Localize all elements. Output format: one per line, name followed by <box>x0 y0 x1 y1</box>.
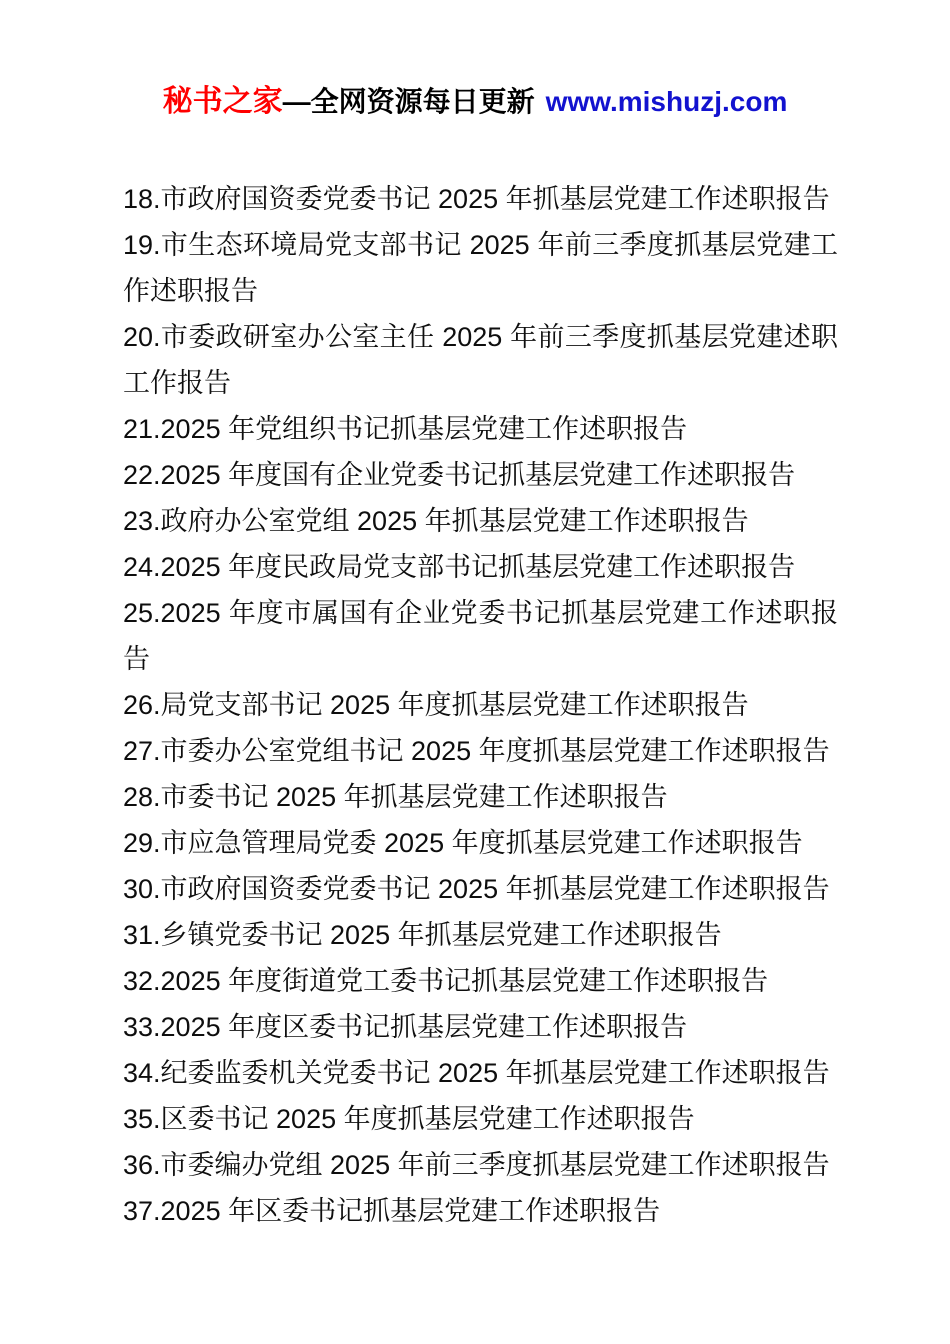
list-item-27: 27.市委办公室党组书记 2025 年度抓基层党建工作述职报告 <box>123 736 830 766</box>
list-item-28: 28.市委书记 2025 年抓基层党建工作述职报告 <box>123 782 668 812</box>
list-item-36: 36.市委编办党组 2025 年前三季度抓基层党建工作述职报告 <box>123 1150 830 1180</box>
site-name: 秘书之家 <box>162 85 283 118</box>
list-item-32: 32.2025 年度街道党工委书记抓基层党建工作述职报告 <box>123 966 769 996</box>
list-item-35: 35.区委书记 2025 年度抓基层党建工作述职报告 <box>123 1104 695 1134</box>
separator-dash: — <box>282 86 311 117</box>
list-item-33: 33.2025 年度区委书记抓基层党建工作述职报告 <box>123 1012 688 1042</box>
site-url-link[interactable]: www.mishuzj.com <box>545 86 788 117</box>
list-item-25: 25.2025 年度市属国有企业党委书记抓基层党建工作述职报告 <box>123 598 838 674</box>
list-item-24: 24.2025 年度民政局党支部书记抓基层党建工作述职报告 <box>123 552 796 582</box>
list-item-34: 34.纪委监委机关党委书记 2025 年抓基层党建工作述职报告 <box>123 1058 830 1088</box>
list-item-30: 30.市政府国资委党委书记 2025 年抓基层党建工作述职报告 <box>123 874 830 904</box>
list-item-26: 26.局党支部书记 2025 年度抓基层党建工作述职报告 <box>123 690 749 720</box>
list-item-31: 31.乡镇党委书记 2025 年抓基层党建工作述职报告 <box>123 920 722 950</box>
list-item-20: 20.市委政研室办公室主任 2025 年前三季度抓基层党建述职工作报告 <box>123 322 838 398</box>
list-item-18: 18.市政府国资委党委书记 2025 年抓基层党建工作述职报告 <box>123 184 830 214</box>
site-header <box>0 84 950 120</box>
list-item-37: 37.2025 年区委书记抓基层党建工作述职报告 <box>123 1196 661 1226</box>
list-item-19: 19.市生态环境局党支部书记 2025 年前三季度抓基层党建工作述职报告 <box>123 230 838 306</box>
list-item-23: 23.政府办公室党组 2025 年抓基层党建工作述职报告 <box>123 506 749 536</box>
list-item-21: 21.2025 年党组织书记抓基层党建工作述职报告 <box>123 414 688 444</box>
list-item-29: 29.市应急管理局党委 2025 年度抓基层党建工作述职报告 <box>123 828 803 858</box>
list-item-22: 22.2025 年度国有企业党委书记抓基层党建工作述职报告 <box>123 460 796 490</box>
site-tagline: 全网资源每日更新 <box>310 86 535 117</box>
report-title-list <box>123 176 838 1234</box>
